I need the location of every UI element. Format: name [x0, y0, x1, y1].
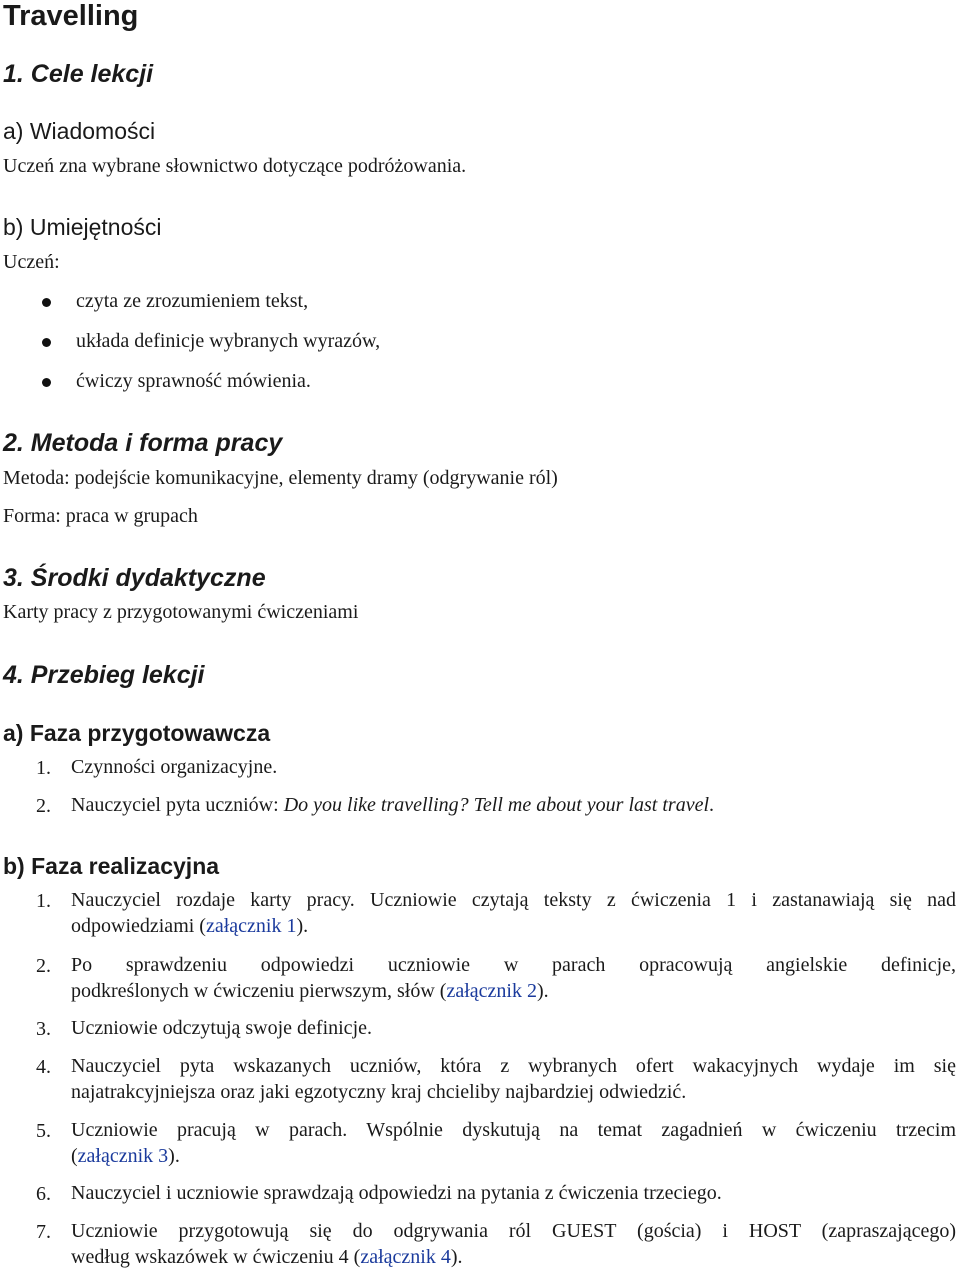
umiejetnosci-intro: Uczeń:	[3, 251, 60, 273]
bullet-dot-icon	[42, 298, 51, 307]
list-item-line: Uczniowie odczytują swoje definicje.	[71, 1017, 372, 1039]
bullet-dot-icon	[42, 378, 51, 387]
bullet-item: ćwiczy sprawność mówienia.	[76, 370, 311, 392]
list-item-number: 1.	[36, 890, 51, 912]
list-item-number: 1.	[36, 757, 51, 779]
list-item-text: ).	[296, 915, 309, 937]
list-item-text: Nauczyciel pyta uczniów:	[71, 794, 284, 816]
list-item-period: .	[709, 794, 714, 816]
list-item	[71, 754, 956, 780]
page-title: Travelling	[3, 0, 139, 32]
list-item-number: 6.	[36, 1183, 51, 1205]
list-item-line	[71, 1079, 956, 1105]
section-2-heading: 2. Metoda i forma pracy	[3, 429, 283, 457]
list-item-number: 5.	[36, 1120, 51, 1142]
section-1-heading: 1. Cele lekcji	[3, 60, 154, 88]
list-item-number: 3.	[36, 1018, 51, 1040]
wiadomosci-text: Uczeń zna wybrane słownictwo dotyczące podróżowania.	[3, 155, 467, 177]
list-item-text: ).	[536, 980, 549, 1002]
list-item-number: 2.	[36, 795, 51, 817]
list-item-line: Nauczyciel rozdaje karty pracy. Uczniowie czytają teksty z ćwiczenia 1 i zastanawiają się nad	[71, 889, 956, 911]
faza-przygotowawcza-heading: a) Faza przygotowawcza	[3, 720, 271, 746]
list-item-line: Uczniowie pracują w parach. Wspólnie dyskutują na temat zagadnień w ćwiczeniu trzecim	[71, 1119, 956, 1141]
bullet-item: układa definicje wybranych wyrazów,	[76, 330, 381, 352]
list-item-text: Czynności organizacyjne.	[71, 756, 278, 778]
list-item-number: 7.	[36, 1221, 51, 1243]
list-item-line: Nauczyciel i uczniowie sprawdzają odpowiedzi na pytania z ćwiczenia trzeciego.	[71, 1182, 722, 1204]
subsection-b-heading: b) Umiejętności	[3, 214, 162, 240]
list-item-number: 2.	[36, 955, 51, 977]
list-item-number: 4.	[36, 1056, 51, 1078]
list-item-text: odpowiedziami (	[71, 915, 206, 937]
attachment-link[interactable]: załącznik 1	[205, 915, 297, 937]
list-item-text: ).	[450, 1246, 463, 1268]
attachment-link[interactable]: załącznik 3	[77, 1145, 169, 1167]
list-item-text: (	[71, 1145, 78, 1167]
list-item	[71, 792, 956, 818]
bullet-item: czyta ze zrozumieniem tekst,	[76, 290, 309, 312]
list-item-italic-question: Do you like travelling? Tell me about your last travel	[283, 794, 709, 816]
list-item-line: Po sprawdzeniu odpowiedzi uczniowie w parach opracowują angielskie definicje,	[71, 954, 956, 976]
srodki-text: Karty pracy z przygotowanymi ćwiczeniami	[3, 601, 359, 623]
metoda-text: Metoda: podejście komunikacyjne, elementy dramy (odgrywanie ról)	[3, 467, 558, 489]
list-item-line: Nauczyciel pyta wskazanych uczniów, która z wybranych ofert wakacyjnych wydaje im się	[71, 1055, 956, 1077]
list-item-text: ).	[168, 1145, 180, 1167]
list-item-line	[71, 913, 956, 939]
faza-realizacyjna-heading: b) Faza realizacyjna	[3, 853, 220, 879]
subsection-a-heading: a) Wiadomości	[3, 118, 156, 144]
list-item-text: podkreślonych w ćwiczeniu pierwszym, słów (	[71, 980, 447, 1002]
attachment-link[interactable]: załącznik 4	[360, 1246, 451, 1268]
attachment-link[interactable]: załącznik 2	[446, 980, 537, 1002]
list-item-line	[71, 1143, 956, 1169]
bullet-dot-icon	[42, 338, 51, 347]
list-item-line	[71, 978, 956, 1004]
list-item-text: według wskazówek w ćwiczeniu 4 (	[71, 1246, 361, 1268]
list-item-line: Uczniowie przygotowują się do odgrywania ról GUEST (gościa) i HOST (zapraszającego)	[71, 1220, 956, 1242]
section-3-heading: 3. Środki dydaktyczne	[3, 564, 266, 592]
list-item-line	[71, 1244, 956, 1270]
section-4-heading: 4. Przebieg lekcji	[3, 661, 205, 689]
list-item-text: najatrakcyjniejsza oraz jaki egzotyczny kraj chcieliby najbardziej odwiedzić.	[71, 1081, 687, 1103]
forma-text: Forma: praca w grupach	[3, 505, 198, 527]
